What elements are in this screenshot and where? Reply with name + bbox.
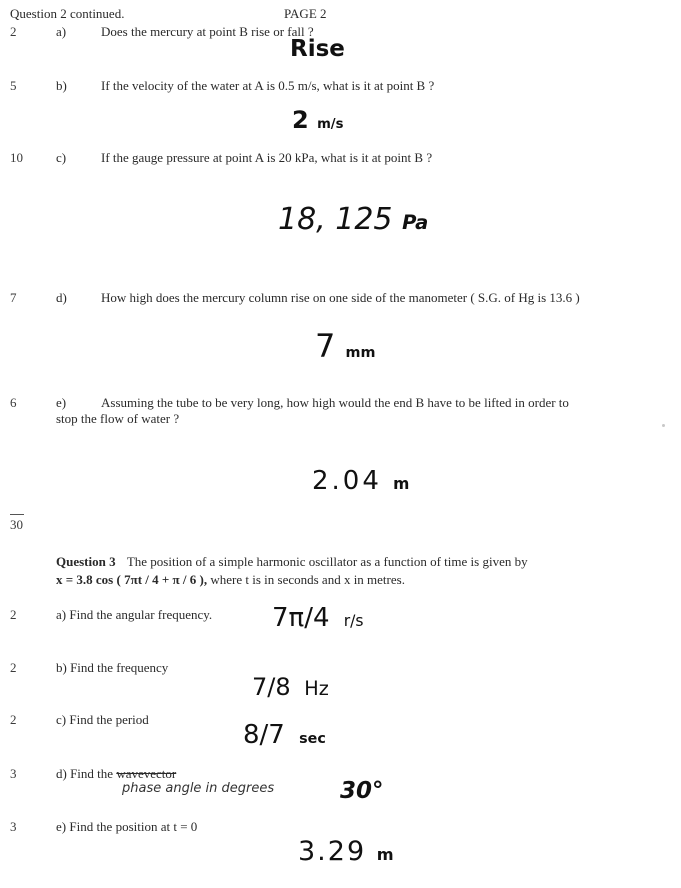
answer-2b-unit: m/s bbox=[317, 117, 344, 132]
answer-3b bbox=[252, 675, 329, 699]
question-2e-line1: Assuming the tube to be very long, how high would the end B have to be lifted in order to bbox=[101, 395, 569, 410]
label-2a: a) bbox=[56, 24, 67, 39]
marks-2a: 2 bbox=[10, 24, 17, 39]
question-2a: Does the mercury at point B rise or fall ? bbox=[101, 24, 314, 39]
question3-title: Question 3 bbox=[56, 554, 116, 569]
answer-3e-value: 3.29 bbox=[298, 836, 367, 867]
question-3d-prefix: d) Find the bbox=[56, 766, 114, 781]
answer-3e-unit: m bbox=[376, 845, 394, 864]
scan-speck bbox=[662, 424, 665, 427]
answer-3a-unit: r/s bbox=[343, 612, 364, 630]
answer-3c bbox=[243, 722, 326, 748]
question3-equation-tail: where t is in seconds and x in metres. bbox=[210, 572, 405, 587]
answer-2b bbox=[292, 108, 343, 132]
marks-2d: 7 bbox=[10, 290, 17, 305]
question-3a: a) Find the angular frequency. bbox=[56, 607, 213, 622]
answer-3a bbox=[272, 605, 364, 631]
question-3d bbox=[56, 767, 176, 780]
question2-total: 30 bbox=[10, 517, 23, 532]
marks-2e: 6 bbox=[10, 395, 17, 410]
answer-2c bbox=[278, 202, 429, 237]
answer-2d-unit: mm bbox=[345, 345, 376, 361]
answer-2d bbox=[315, 327, 376, 365]
answer-2d-value: 7 bbox=[315, 327, 336, 365]
question-2b: If the velocity of the water at A is 0.5 m/s, what is it at point B ? bbox=[101, 78, 435, 93]
marks-3b: 2 bbox=[10, 660, 17, 675]
handwritten-note-3d: phase angle in degrees bbox=[122, 781, 275, 796]
answer-3c-unit: sec bbox=[299, 731, 326, 747]
marks-3e: 3 bbox=[10, 819, 17, 834]
continued-heading: Question 2 continued. bbox=[10, 6, 125, 21]
total-overline bbox=[10, 514, 24, 515]
answer-3b-value: 7/8 bbox=[252, 673, 291, 701]
question3-equation-line bbox=[56, 573, 405, 586]
question3-equation: x = 3.8 cos ( 7πt / 4 + π / 6 ), bbox=[56, 572, 208, 587]
page-number: PAGE 2 bbox=[284, 6, 327, 21]
answer-2c-unit: Pa bbox=[402, 211, 429, 234]
label-2c: c) bbox=[56, 150, 67, 165]
marks-2b: 5 bbox=[10, 78, 17, 93]
question3-intro bbox=[56, 555, 528, 568]
answer-3d: 30° bbox=[340, 778, 384, 804]
marks-3d: 3 bbox=[10, 766, 17, 781]
answer-2b-value: 2 bbox=[292, 106, 309, 134]
question-3e: e) Find the position at t = 0 bbox=[56, 819, 198, 834]
answer-2e-value: 2.04 bbox=[312, 466, 382, 496]
label-2e: e) bbox=[56, 395, 67, 410]
answer-3b-unit: Hz bbox=[304, 677, 329, 700]
answer-3a-value: 7π/4 bbox=[272, 603, 330, 633]
answer-2e-unit: m bbox=[393, 475, 410, 493]
answer-2a: Rise bbox=[290, 36, 345, 62]
marks-3a: 2 bbox=[10, 607, 17, 622]
question-2e-line2: stop the flow of water ? bbox=[56, 411, 180, 426]
question-3d-struck: wavevector bbox=[116, 766, 177, 781]
label-2d: d) bbox=[56, 290, 67, 305]
question-2d: How high does the mercury column rise on one side of the manometer ( S.G. of Hg is 13.6 ) bbox=[101, 290, 580, 305]
answer-2c-value: 18, 125 bbox=[278, 202, 393, 237]
question-2c: If the gauge pressure at point A is 20 kPa, what is it at point B ? bbox=[101, 150, 433, 165]
label-2b: b) bbox=[56, 78, 67, 93]
marks-2c: 10 bbox=[10, 150, 23, 165]
answer-3e bbox=[298, 838, 394, 865]
marks-3c: 2 bbox=[10, 712, 17, 727]
answer-2e bbox=[312, 468, 409, 494]
question3-intro-text: The position of a simple harmonic oscillator as a function of time is given by bbox=[126, 554, 528, 569]
answer-3c-value: 8/7 bbox=[243, 720, 285, 750]
question-3c: c) Find the period bbox=[56, 712, 149, 727]
question-3b: b) Find the frequency bbox=[56, 660, 169, 675]
